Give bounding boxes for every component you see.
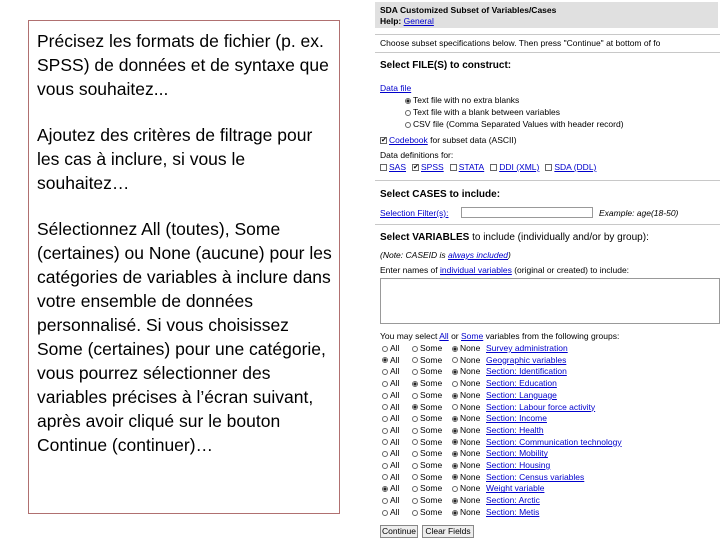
group-all-label: All bbox=[390, 413, 400, 424]
group-none-label: None bbox=[460, 495, 481, 506]
select-all-link[interactable]: All bbox=[439, 331, 449, 341]
group-some-radio[interactable] bbox=[412, 451, 418, 457]
group-none-radio[interactable] bbox=[452, 369, 458, 375]
selection-filter-input[interactable] bbox=[461, 207, 593, 218]
group-all-radio[interactable] bbox=[382, 428, 388, 434]
group-name-link[interactable]: Section: Mobility bbox=[486, 448, 548, 459]
callout-paragraph-filter: Ajoutez des critères de filtrage pour les cas à inclure, si vous le souhaitez… bbox=[37, 125, 313, 193]
variable-group-row bbox=[380, 412, 547, 424]
group-some-radio[interactable] bbox=[412, 474, 418, 480]
variable-group-row bbox=[380, 424, 544, 436]
group-name-link[interactable]: Geographic variables bbox=[486, 354, 567, 365]
group-none-radio[interactable] bbox=[452, 416, 458, 422]
caseid-note-end: ) bbox=[508, 250, 511, 260]
group-some-label: Some bbox=[420, 495, 443, 506]
data-file-radio[interactable] bbox=[405, 110, 411, 116]
group-name-link[interactable]: Section: Arctic bbox=[486, 495, 540, 506]
variable-group-row bbox=[380, 471, 584, 483]
data-file-link[interactable]: Data file bbox=[380, 83, 412, 93]
variable-group-row bbox=[380, 459, 550, 471]
data-definitions-row bbox=[380, 162, 720, 173]
group-all-label: All bbox=[390, 471, 400, 482]
group-all-radio[interactable] bbox=[382, 381, 388, 387]
data-definitions-label: Data definitions for: bbox=[380, 150, 454, 160]
group-none-radio[interactable] bbox=[452, 510, 458, 516]
group-none-radio[interactable] bbox=[452, 404, 458, 410]
group-all-radio[interactable] bbox=[382, 510, 388, 516]
group-some-label: Some bbox=[420, 378, 443, 389]
group-none-label: None bbox=[460, 378, 481, 389]
definition-link[interactable]: SPSS bbox=[421, 162, 444, 172]
group-all-radio[interactable] bbox=[382, 498, 388, 504]
definition-link[interactable]: SDA (DDL) bbox=[554, 162, 597, 172]
group-none-radio[interactable] bbox=[452, 346, 458, 352]
data-file-option bbox=[403, 95, 720, 106]
group-some-radio[interactable] bbox=[412, 428, 418, 434]
group-name-link[interactable]: Section: Health bbox=[486, 424, 544, 435]
group-all-label: All bbox=[390, 483, 400, 494]
group-all-label: All bbox=[390, 460, 400, 470]
variable-group-row bbox=[380, 342, 568, 354]
group-none-label: None bbox=[460, 366, 481, 377]
group-none-radio[interactable] bbox=[452, 381, 458, 387]
group-all-label: All bbox=[390, 495, 400, 506]
group-some-label: Some bbox=[420, 460, 443, 470]
divider bbox=[375, 224, 720, 225]
group-some-radio[interactable] bbox=[412, 486, 418, 492]
group-none-radio[interactable] bbox=[452, 393, 458, 399]
group-none-label: None bbox=[460, 389, 481, 400]
group-all-radio[interactable] bbox=[382, 357, 388, 363]
group-name-link[interactable]: Section: Housing bbox=[486, 460, 551, 470]
group-some-radio[interactable] bbox=[412, 357, 418, 363]
group-none-radio[interactable] bbox=[452, 498, 458, 504]
group-all-radio[interactable] bbox=[382, 404, 388, 410]
individual-variables-link[interactable]: individual variables bbox=[440, 265, 512, 275]
group-some-label: Some bbox=[420, 413, 443, 424]
help-label: Help: bbox=[380, 16, 402, 26]
group-some-label: Some bbox=[420, 401, 443, 412]
group-name-link[interactable]: Section: Identification bbox=[486, 366, 567, 377]
group-name-link[interactable]: Section: Education bbox=[486, 378, 557, 389]
group-some-radio[interactable] bbox=[412, 463, 418, 469]
variables-heading-rest: to include (individually and/or by group): bbox=[472, 232, 649, 243]
variable-group-row bbox=[380, 436, 622, 448]
definition-checkbox[interactable] bbox=[545, 164, 552, 171]
group-some-radio[interactable] bbox=[412, 346, 418, 352]
group-name-link[interactable]: Section: Communication technology bbox=[486, 436, 622, 447]
group-none-radio[interactable] bbox=[452, 428, 458, 434]
data-file-option-label: Text file with no extra blanks bbox=[413, 95, 520, 105]
group-name-link[interactable]: Section: Labour force activity bbox=[486, 401, 596, 412]
group-name-link[interactable]: Section: Metis bbox=[486, 506, 540, 517]
group-some-label: Some bbox=[420, 436, 443, 447]
codebook-checkbox[interactable]: ✔ bbox=[381, 137, 387, 145]
group-some-label: Some bbox=[420, 448, 443, 459]
group-none-label: None bbox=[460, 471, 481, 482]
group-name-link[interactable]: Section: Income bbox=[486, 413, 547, 424]
group-none-label: None bbox=[460, 506, 481, 517]
codebook-description: for subset data (ASCII) bbox=[430, 135, 517, 145]
group-all-radio[interactable] bbox=[382, 463, 388, 469]
continue-button[interactable]: Continue bbox=[381, 526, 417, 536]
codebook-link[interactable]: Codebook bbox=[389, 135, 428, 145]
group-some-label: Some bbox=[420, 366, 443, 377]
group-none-label: None bbox=[460, 343, 481, 353]
definition-checkbox[interactable] bbox=[380, 164, 387, 171]
selection-filter-link[interactable]: Selection Filter(s): bbox=[380, 208, 449, 218]
group-none-radio[interactable] bbox=[452, 357, 458, 363]
group-name-link[interactable]: Section: Census variables bbox=[486, 471, 585, 482]
groups-or: or bbox=[451, 331, 459, 341]
definition-checkbox[interactable]: ✔ bbox=[413, 164, 419, 172]
group-some-radio[interactable] bbox=[412, 416, 418, 422]
group-none-radio[interactable] bbox=[452, 474, 458, 480]
group-all-label: All bbox=[390, 366, 400, 377]
group-name-link[interactable]: Survey administration bbox=[486, 343, 568, 353]
divider bbox=[375, 180, 720, 181]
definition-link[interactable]: DDI (XML) bbox=[499, 162, 540, 172]
group-some-label: Some bbox=[420, 471, 443, 482]
instructions-text: Choose subset specifications below. Then press "Continue" at bottom of fo bbox=[380, 38, 661, 48]
variable-group-row bbox=[380, 482, 544, 494]
group-some-label: Some bbox=[420, 343, 443, 353]
group-some-radio[interactable] bbox=[412, 439, 418, 445]
group-all-radio[interactable] bbox=[382, 474, 388, 480]
group-none-label: None bbox=[460, 483, 481, 494]
group-some-radio[interactable] bbox=[412, 393, 418, 399]
group-all-label: All bbox=[390, 424, 400, 435]
variable-group-row bbox=[380, 365, 567, 377]
group-all-radio[interactable] bbox=[382, 416, 388, 422]
select-some-link[interactable]: Some bbox=[461, 331, 484, 341]
form-title: SDA Customized Subset of Variables/Cases bbox=[380, 5, 557, 15]
group-all-label: All bbox=[390, 378, 400, 389]
variable-group-row bbox=[380, 389, 557, 401]
variable-group-row bbox=[380, 377, 557, 389]
group-all-label: All bbox=[390, 343, 400, 353]
group-all-radio[interactable] bbox=[382, 346, 388, 352]
variable-group-row bbox=[380, 494, 540, 506]
variable-group-row bbox=[380, 401, 595, 413]
group-all-radio[interactable] bbox=[382, 486, 388, 492]
data-file-radio[interactable] bbox=[405, 98, 411, 104]
group-some-radio[interactable] bbox=[412, 404, 418, 410]
group-name-link[interactable]: Weight variable bbox=[486, 483, 545, 494]
variable-group-row bbox=[380, 354, 566, 366]
group-some-label: Some bbox=[420, 424, 443, 435]
definition-checkbox[interactable] bbox=[450, 164, 457, 171]
clear-fields-button[interactable]: Clear Fields bbox=[422, 525, 474, 538]
group-all-label: All bbox=[390, 436, 400, 447]
callout-paragraph-variables: Sélectionnez All (toutes), Some (certaines) ou None (aucune) pour les catégories de variables à inclure dans votre ensemble de données personnalisé. Si vous choisissez Some (certaines) pour une catégorie, vous pourrez sélectionner des variables précises à l’écran suivant, après avoir cliqué sur le bouton Continue (continuer)… bbox=[37, 219, 332, 455]
sda-subset-form bbox=[373, 0, 720, 540]
group-some-label: Some bbox=[420, 389, 443, 400]
group-none-radio[interactable] bbox=[452, 463, 458, 469]
group-some-radio[interactable] bbox=[412, 510, 418, 516]
group-none-radio[interactable] bbox=[452, 451, 458, 457]
data-file-option-label: Text file with a blank between variables bbox=[413, 107, 560, 117]
group-all-radio[interactable] bbox=[382, 451, 388, 457]
group-all-label: All bbox=[390, 401, 400, 412]
group-all-label: All bbox=[390, 354, 400, 365]
divider bbox=[375, 52, 720, 53]
group-none-radio[interactable] bbox=[452, 439, 458, 445]
cases-heading: Select CASES to include: bbox=[380, 189, 501, 200]
group-none-label: None bbox=[460, 354, 481, 365]
group-none-label: None bbox=[460, 460, 481, 470]
group-none-label: None bbox=[460, 401, 481, 412]
enter-names-label: Enter names of bbox=[380, 265, 438, 275]
group-all-radio[interactable] bbox=[382, 393, 388, 399]
group-none-label: None bbox=[460, 424, 481, 435]
data-file-radio[interactable] bbox=[405, 122, 411, 128]
data-file-option bbox=[403, 119, 720, 130]
always-included-link[interactable]: always included bbox=[448, 250, 509, 260]
caseid-note: (Note: CASEID is bbox=[380, 250, 446, 260]
group-all-label: All bbox=[390, 389, 400, 400]
group-all-radio[interactable] bbox=[382, 369, 388, 375]
data-file-option bbox=[403, 107, 720, 118]
group-none-radio[interactable] bbox=[452, 486, 458, 492]
group-none-label: None bbox=[460, 413, 481, 424]
definition-checkbox[interactable] bbox=[490, 164, 497, 171]
group-name-link[interactable]: Section: Language bbox=[486, 389, 557, 400]
help-general-link[interactable]: General bbox=[403, 16, 434, 26]
variables-heading: Select VARIABLES bbox=[380, 232, 470, 243]
group-all-label: All bbox=[390, 448, 400, 459]
group-some-label: Some bbox=[420, 354, 443, 365]
definition-link[interactable]: SAS bbox=[389, 162, 407, 172]
divider bbox=[375, 34, 720, 35]
group-some-radio[interactable] bbox=[412, 369, 418, 375]
variable-group-row bbox=[380, 506, 539, 518]
group-all-label: All bbox=[390, 506, 400, 517]
groups-label: You may select bbox=[380, 331, 438, 341]
explanation-callout bbox=[28, 20, 340, 514]
enter-names-label-rest: (original or created) to include: bbox=[514, 265, 630, 275]
filter-example: Example: age(18-50) bbox=[599, 208, 679, 218]
group-some-label: Some bbox=[420, 506, 443, 517]
groups-label-rest: variables from the following groups: bbox=[485, 331, 620, 341]
variable-names-textarea[interactable] bbox=[380, 278, 720, 324]
group-some-radio[interactable] bbox=[412, 498, 418, 504]
group-none-label: None bbox=[460, 436, 481, 447]
group-all-radio[interactable] bbox=[382, 439, 388, 445]
definition-link[interactable]: STATA bbox=[458, 162, 485, 172]
callout-paragraph-formats: Précisez les formats de fichier (p. ex. SPSS) de données et de syntaxe que vous souhaitez... bbox=[37, 31, 329, 99]
files-heading: Select FILE(S) to construct: bbox=[380, 60, 512, 71]
group-none-label: None bbox=[460, 448, 481, 459]
group-some-label: Some bbox=[420, 483, 443, 494]
data-file-option-label: CSV file (Comma Separated Values with header record) bbox=[413, 119, 624, 129]
group-some-radio[interactable] bbox=[412, 381, 418, 387]
variable-group-row bbox=[380, 447, 548, 459]
form-header bbox=[375, 2, 718, 28]
